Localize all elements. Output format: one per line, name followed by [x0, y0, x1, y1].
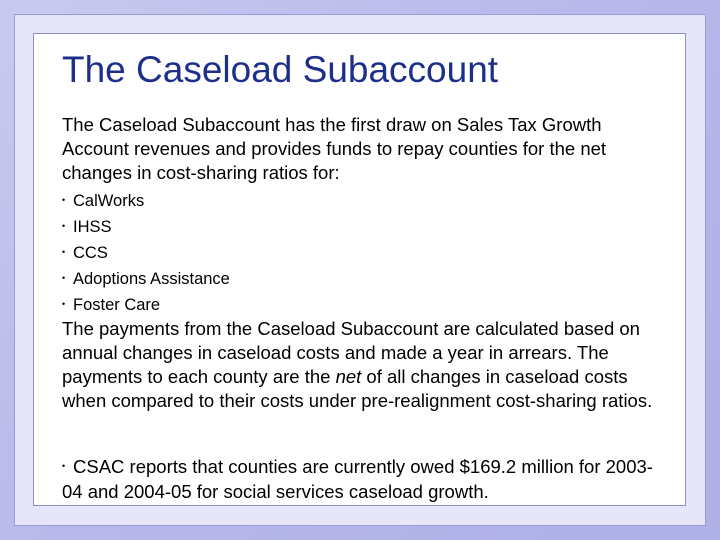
payments-text: The payments from the Caseload Subaccount are calculated based on annual changes in caseload costs and made a year in arrears. The payments to each county are the: [62, 318, 640, 387]
program-label: CCS: [73, 244, 108, 262]
csac-note-text: CSAC reports that counties are currently owed $169.2 million for 2003-04 and 2004-05 for social services caseload growth.: [62, 456, 653, 503]
bullet-icon: •: [62, 272, 66, 283]
bullet-icon: •: [62, 246, 66, 257]
program-label: Adoptions Assistance: [73, 270, 230, 288]
list-item: [62, 240, 230, 266]
payments-paragraph: [62, 317, 672, 413]
list-item: [62, 188, 230, 214]
list-item: [62, 292, 230, 318]
bullet-icon: •: [62, 220, 66, 231]
bullet-icon: •: [62, 194, 66, 205]
bullet-icon: •: [62, 298, 66, 309]
payments-text-end: of all changes in caseload costs when compared to their costs under pre-realignment cost-sharing ratios.: [62, 366, 653, 411]
intro-paragraph: The Caseload Subaccount has the first draw on Sales Tax Growth Account revenues and provides funds to repay counties for the net changes in cost-sharing ratios for:: [62, 114, 607, 183]
csac-note: [62, 455, 672, 504]
program-label: CalWorks: [73, 192, 145, 210]
slide-title: The Caseload Subaccount: [62, 49, 499, 90]
list-item: [62, 266, 230, 292]
list-item: [62, 214, 230, 240]
program-list: [62, 188, 230, 318]
bullet-icon: •: [62, 461, 66, 472]
program-label: IHSS: [73, 218, 112, 236]
payments-emphasis: net: [335, 366, 362, 387]
program-label: Foster Care: [73, 296, 161, 314]
